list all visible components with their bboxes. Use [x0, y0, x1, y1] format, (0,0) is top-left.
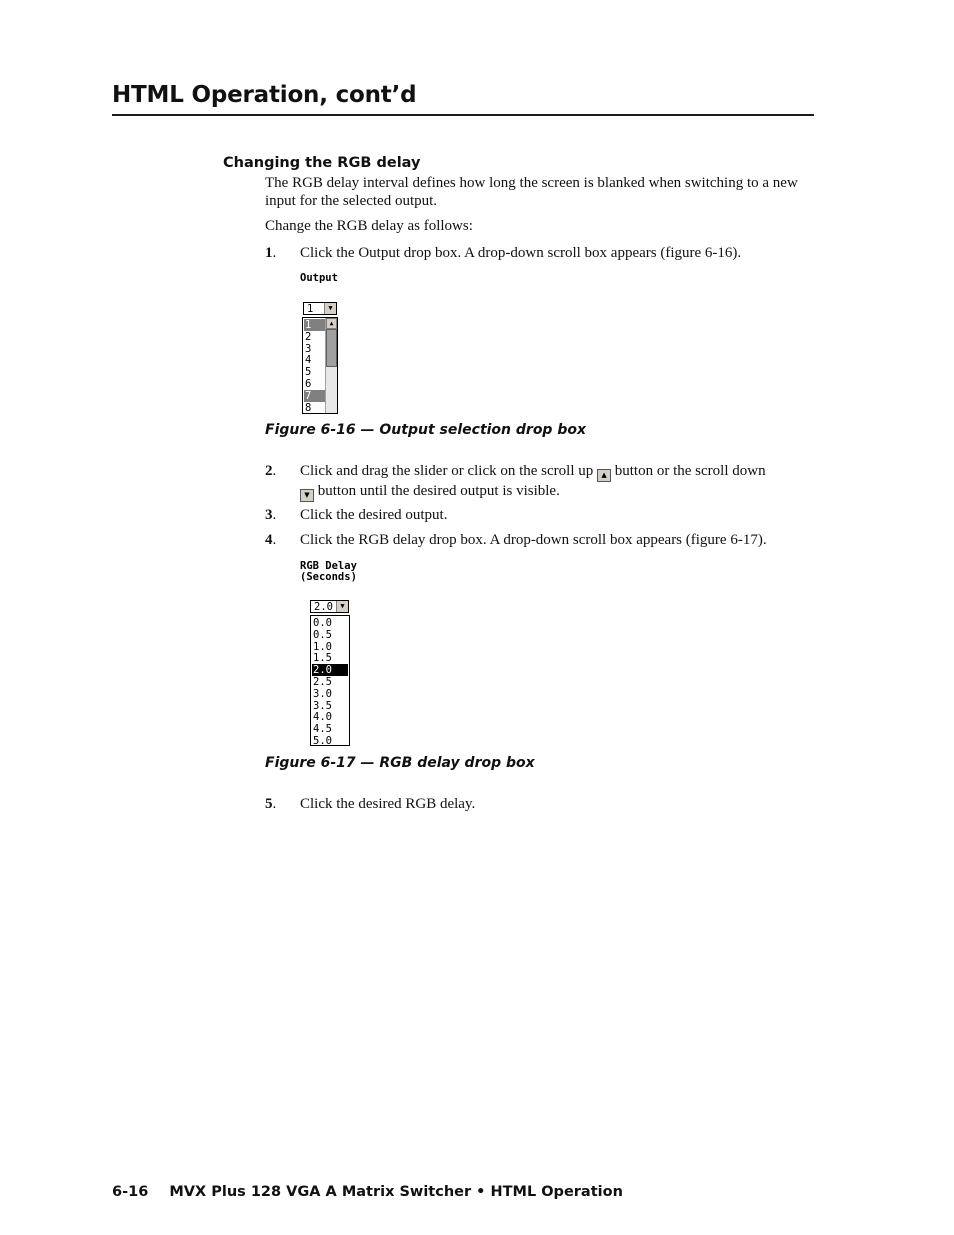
- step-number: 2.: [265, 463, 277, 479]
- step-number: 5.: [265, 796, 277, 812]
- rgb-delay-dropdown[interactable]: [310, 600, 349, 613]
- step-text: Click the desired output.: [300, 507, 448, 523]
- list-option[interactable]: 0.0: [313, 617, 332, 629]
- list-option[interactable]: 1.0: [313, 640, 332, 653]
- figure-caption: Figure 6-17 — RGB delay drop box: [265, 755, 535, 771]
- chevron-down-icon[interactable]: ▼: [336, 601, 348, 612]
- step-number: 1.: [265, 245, 277, 261]
- list-option[interactable]: 3.0: [313, 687, 332, 700]
- section-heading: Changing the RGB delay: [223, 155, 421, 171]
- output-dropdown[interactable]: [303, 302, 337, 315]
- list-option[interactable]: 4.5: [313, 723, 332, 736]
- step-number: 4.: [265, 532, 277, 548]
- scroll-up-arrow-icon: ▲: [597, 469, 611, 482]
- intro-paragraph: The RGB delay interval defines how long the screen is blanked when switching to a new input for the selected output.: [265, 175, 798, 209]
- output-scrollbar[interactable]: [325, 318, 337, 413]
- list-option[interactable]: 1.5: [313, 652, 332, 665]
- step-number: 3.: [265, 507, 277, 523]
- rgb-delay-label: RGB Delay (Seconds): [300, 560, 357, 583]
- list-option[interactable]: 2.5: [313, 676, 332, 688]
- list-option[interactable]: 4: [305, 354, 312, 367]
- step-text: Click the Output drop box. A drop-down scroll box appears (figure 6-16).: [300, 245, 742, 261]
- list-option[interactable]: 3: [305, 342, 312, 355]
- list-option[interactable]: 2.0: [312, 664, 348, 676]
- list-option[interactable]: 5: [305, 366, 312, 379]
- list-option[interactable]: 5.0: [313, 735, 332, 746]
- scroll-up-arrow-icon[interactable]: ▲: [326, 318, 337, 329]
- scroll-down-arrow-icon: ▼: [300, 489, 314, 502]
- output-dropdown-value: 1: [307, 303, 314, 315]
- list-option[interactable]: 4.0: [313, 711, 332, 724]
- list-option[interactable]: 0.5: [313, 628, 332, 641]
- list-option[interactable]: 3.5: [313, 699, 332, 712]
- step-text: Click the RGB delay drop box. A drop-down scroll box appears (figure 6-17).: [300, 532, 767, 548]
- figure-caption: Figure 6-16 — Output selection drop box: [265, 422, 587, 438]
- step-text: Click and drag the slider or click on the scroll up ▲ button or the scroll down ▼ button until the desired output is visible.: [300, 462, 820, 502]
- rgb-delay-dropdown-value: 2.0: [314, 601, 333, 613]
- list-option[interactable]: 8: [305, 401, 312, 414]
- scrollbar-thumb[interactable]: [326, 329, 337, 367]
- header-divider: [112, 114, 814, 116]
- page-number: 6-16: [112, 1184, 149, 1200]
- list-option[interactable]: 2: [305, 330, 312, 343]
- page-section-title: HTML Operation, cont’d: [112, 82, 417, 108]
- footer-text: MVX Plus 128 VGA A Matrix Switcher • HTML Operation: [169, 1184, 623, 1200]
- lead-paragraph: Change the RGB delay as follows:: [265, 218, 473, 234]
- rgb-delay-listbox[interactable]: [310, 615, 350, 746]
- list-option[interactable]: 7: [304, 390, 325, 402]
- chevron-down-icon[interactable]: ▼: [324, 303, 336, 314]
- step-text: Click the desired RGB delay.: [300, 796, 476, 812]
- page-footer: [112, 1184, 623, 1200]
- list-option[interactable]: 6: [305, 378, 312, 390]
- output-label: Output: [300, 272, 338, 284]
- output-listbox[interactable]: [302, 317, 338, 414]
- list-option[interactable]: 1: [304, 319, 325, 331]
